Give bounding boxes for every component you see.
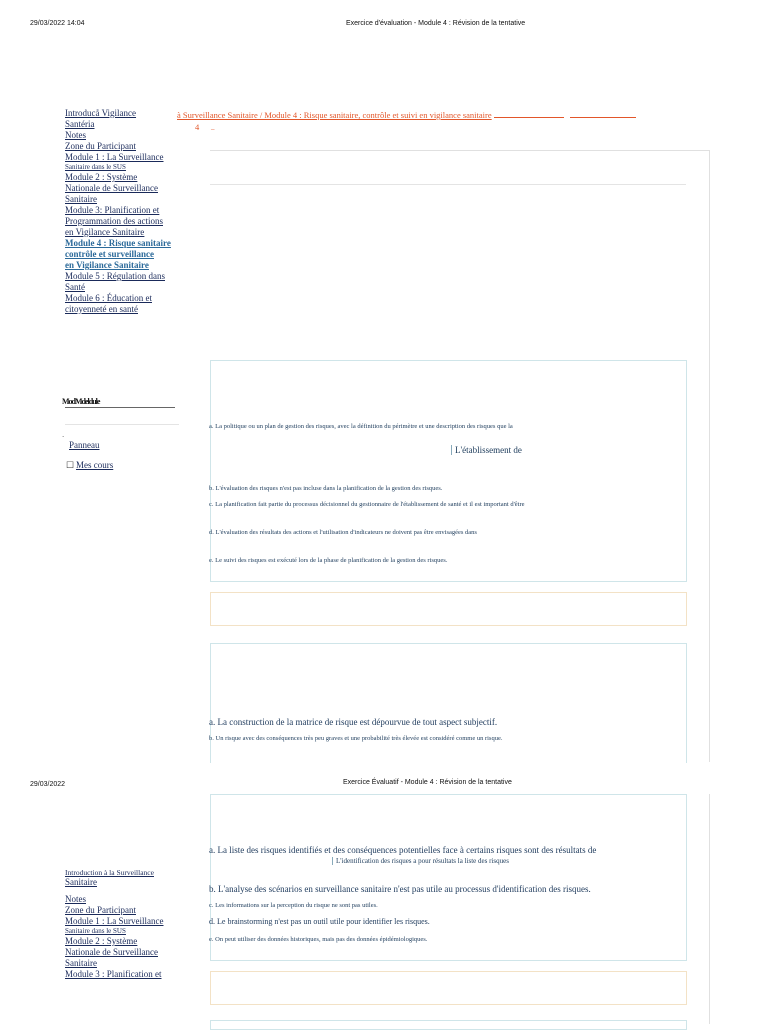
nav-link[interactable]: Introduction à la Surveillance xyxy=(65,868,154,877)
nav-link[interactable]: Notes xyxy=(65,894,86,904)
breadcrumb-path[interactable]: à Surveillance Sanitaire / Module 4 : Risque sanitaire, contrôle et suivi en vigilance sanitaire xyxy=(177,110,492,120)
question-panel-4 xyxy=(210,1020,687,1030)
panneau-link[interactable]: Panneau xyxy=(69,440,100,450)
feedback-panel xyxy=(210,971,687,1005)
nav-link[interactable]: Module 5 : Régulation dans xyxy=(65,271,165,281)
option-a[interactable]: a. La liste des risques identifiés et des conséquences potentielles face à certains risques sont des résultats de xyxy=(209,845,597,855)
nav-link-active[interactable]: en Vigilance Sanitaire xyxy=(65,260,149,270)
nav-item-participant[interactable] xyxy=(65,141,183,152)
nav-divider xyxy=(65,424,179,425)
nav-link[interactable]: Module 2 : Système xyxy=(65,936,138,946)
option-d[interactable]: d. Le brainstorming n'est pas un outil utile pour identifier les risques. xyxy=(209,917,430,926)
nav-item-introduction[interactable] xyxy=(65,868,183,888)
course-nav-page-2 xyxy=(65,868,183,980)
nav-link[interactable]: Sanitaire xyxy=(65,877,97,887)
option-e[interactable]: e. Le suivi des risques est exécuté lors de la phase de planification de la gestion des risques. xyxy=(209,557,448,564)
nav-link[interactable]: Sanitaire dans le SUS xyxy=(65,163,126,171)
option-d[interactable]: d. L'évaluation des résultats des actions et l'utilisation d'indicateurs ne doivent pas être envisagées dans xyxy=(209,529,477,536)
nav-link-active[interactable]: contrôle et surveillance xyxy=(65,249,154,259)
course-nav xyxy=(65,108,183,315)
nav-link[interactable]: Santéria xyxy=(65,119,95,129)
nav-link[interactable]: Module 1 : La Surveillance xyxy=(65,152,164,162)
nav-item-notes[interactable] xyxy=(65,130,183,141)
feedback-panel xyxy=(210,592,687,626)
nav-link[interactable]: Programmation des actions xyxy=(65,216,163,226)
nav-item-module-3[interactable] xyxy=(65,205,183,238)
nav-link[interactable]: citoyenneté en santé xyxy=(65,304,138,314)
mes-cours-link[interactable]: Mes cours xyxy=(76,460,114,470)
nav-link[interactable]: Notes xyxy=(65,130,86,140)
nav-item-notes[interactable] xyxy=(65,894,183,905)
overlapping-module-label: ModMdeldule xyxy=(62,397,100,406)
nav-link[interactable]: Module 2 : Système xyxy=(65,172,138,182)
breadcrumb-mark: _ xyxy=(211,123,215,131)
nav-link[interactable]: Zone du Participant xyxy=(65,141,136,151)
nav-link[interactable]: Module 3: Planification et xyxy=(65,205,160,215)
nav-item-module-6[interactable] xyxy=(65,293,183,315)
nav-item-module-4-active[interactable] xyxy=(65,238,183,271)
question-panel-1 xyxy=(210,360,687,582)
nav-link[interactable]: en Vigilance Sanitaire xyxy=(65,227,145,237)
nav-item-module-1[interactable] xyxy=(65,916,183,936)
nav-item-introduction[interactable] xyxy=(65,108,183,130)
nav-link[interactable]: Module 3 : Planification et xyxy=(65,969,162,979)
option-c[interactable]: c. Les informations sur la perception du risque ne sont pas utiles. xyxy=(209,902,378,909)
question-panel-2 xyxy=(210,643,687,763)
nav-link[interactable]: Module 6 : Éducation et xyxy=(65,293,152,303)
option-a[interactable]: a. La construction de la matrice de risque est dépourvue de tout aspect subjectif. xyxy=(209,717,498,727)
nav-item-participant[interactable] xyxy=(65,905,183,916)
option-e[interactable]: e. On peut utiliser des données historiques, mais pas des données épidémiologiques. xyxy=(209,936,428,943)
nav-link[interactable]: Introducå Vigilance xyxy=(65,108,137,118)
option-c[interactable]: c. La planification fait partie du processus décisionnel du gestionnaire de l'établissement de santé et il est important d'être xyxy=(209,501,525,508)
correct-answer-feedback: L'identification des risques a pour résultats la liste des risques xyxy=(332,857,509,865)
option-b[interactable]: b. L'analyse des scénarios en surveillance sanitaire n'est pas utile au processus d'identification des risques. xyxy=(209,884,591,894)
nav-item-module-5[interactable] xyxy=(65,271,183,293)
nav-link[interactable]: Nationale de Surveillance xyxy=(65,183,158,193)
nav-link[interactable]: Sanitaire xyxy=(65,958,97,968)
option-b[interactable]: b. L'évaluation des risques n'est pas incluse dans la planification de la gestion des risques. xyxy=(209,485,443,492)
nav-link[interactable]: Nationale de Surveillance xyxy=(65,947,158,957)
content-frame-edge xyxy=(709,794,710,1024)
print-date: 29/03/2022 xyxy=(30,781,66,788)
courses-icon: ☐ xyxy=(66,460,75,470)
nav-divider xyxy=(65,407,175,408)
nav-link-active[interactable]: Module 4 : Risque sanitaire xyxy=(65,238,171,248)
nav-link[interactable]: Sanitaire xyxy=(65,194,97,204)
nav-link[interactable]: Zone du Participant xyxy=(65,905,136,915)
nav-link[interactable]: Sanitaire dans le SUS xyxy=(65,927,126,935)
nav-item-module-1[interactable] xyxy=(65,152,183,172)
nav-link[interactable]: Module 1 : La Surveillance xyxy=(65,916,164,926)
nav-link[interactable]: Santé xyxy=(65,282,85,292)
nav-item-module-3[interactable] xyxy=(65,969,183,980)
print-date: 29/03/2022 14:04 xyxy=(30,20,85,27)
bullet-icon: ` xyxy=(62,435,65,443)
option-b[interactable]: b. Un risque avec des conséquences très peu graves et une probabilité très élevée est considéré comme un risque. xyxy=(209,735,503,742)
correct-answer-feedback: L'établissement de xyxy=(451,445,522,455)
breadcrumb-sub: 4 xyxy=(195,122,200,132)
print-title: Exercice d'évaluation - Module 4 : Révision de la tentative xyxy=(346,20,526,27)
nav-item-module-2[interactable] xyxy=(65,172,183,205)
option-a[interactable]: a. La politique ou un plan de gestion des risques, avec la définition du périmètre et une description des risques que la xyxy=(209,423,513,430)
content-divider xyxy=(210,184,686,185)
nav-item-module-2[interactable] xyxy=(65,936,183,969)
breadcrumb[interactable] xyxy=(177,109,636,133)
print-title: Exercice Évaluatif - Module 4 : Révision de la tentative xyxy=(343,779,512,786)
